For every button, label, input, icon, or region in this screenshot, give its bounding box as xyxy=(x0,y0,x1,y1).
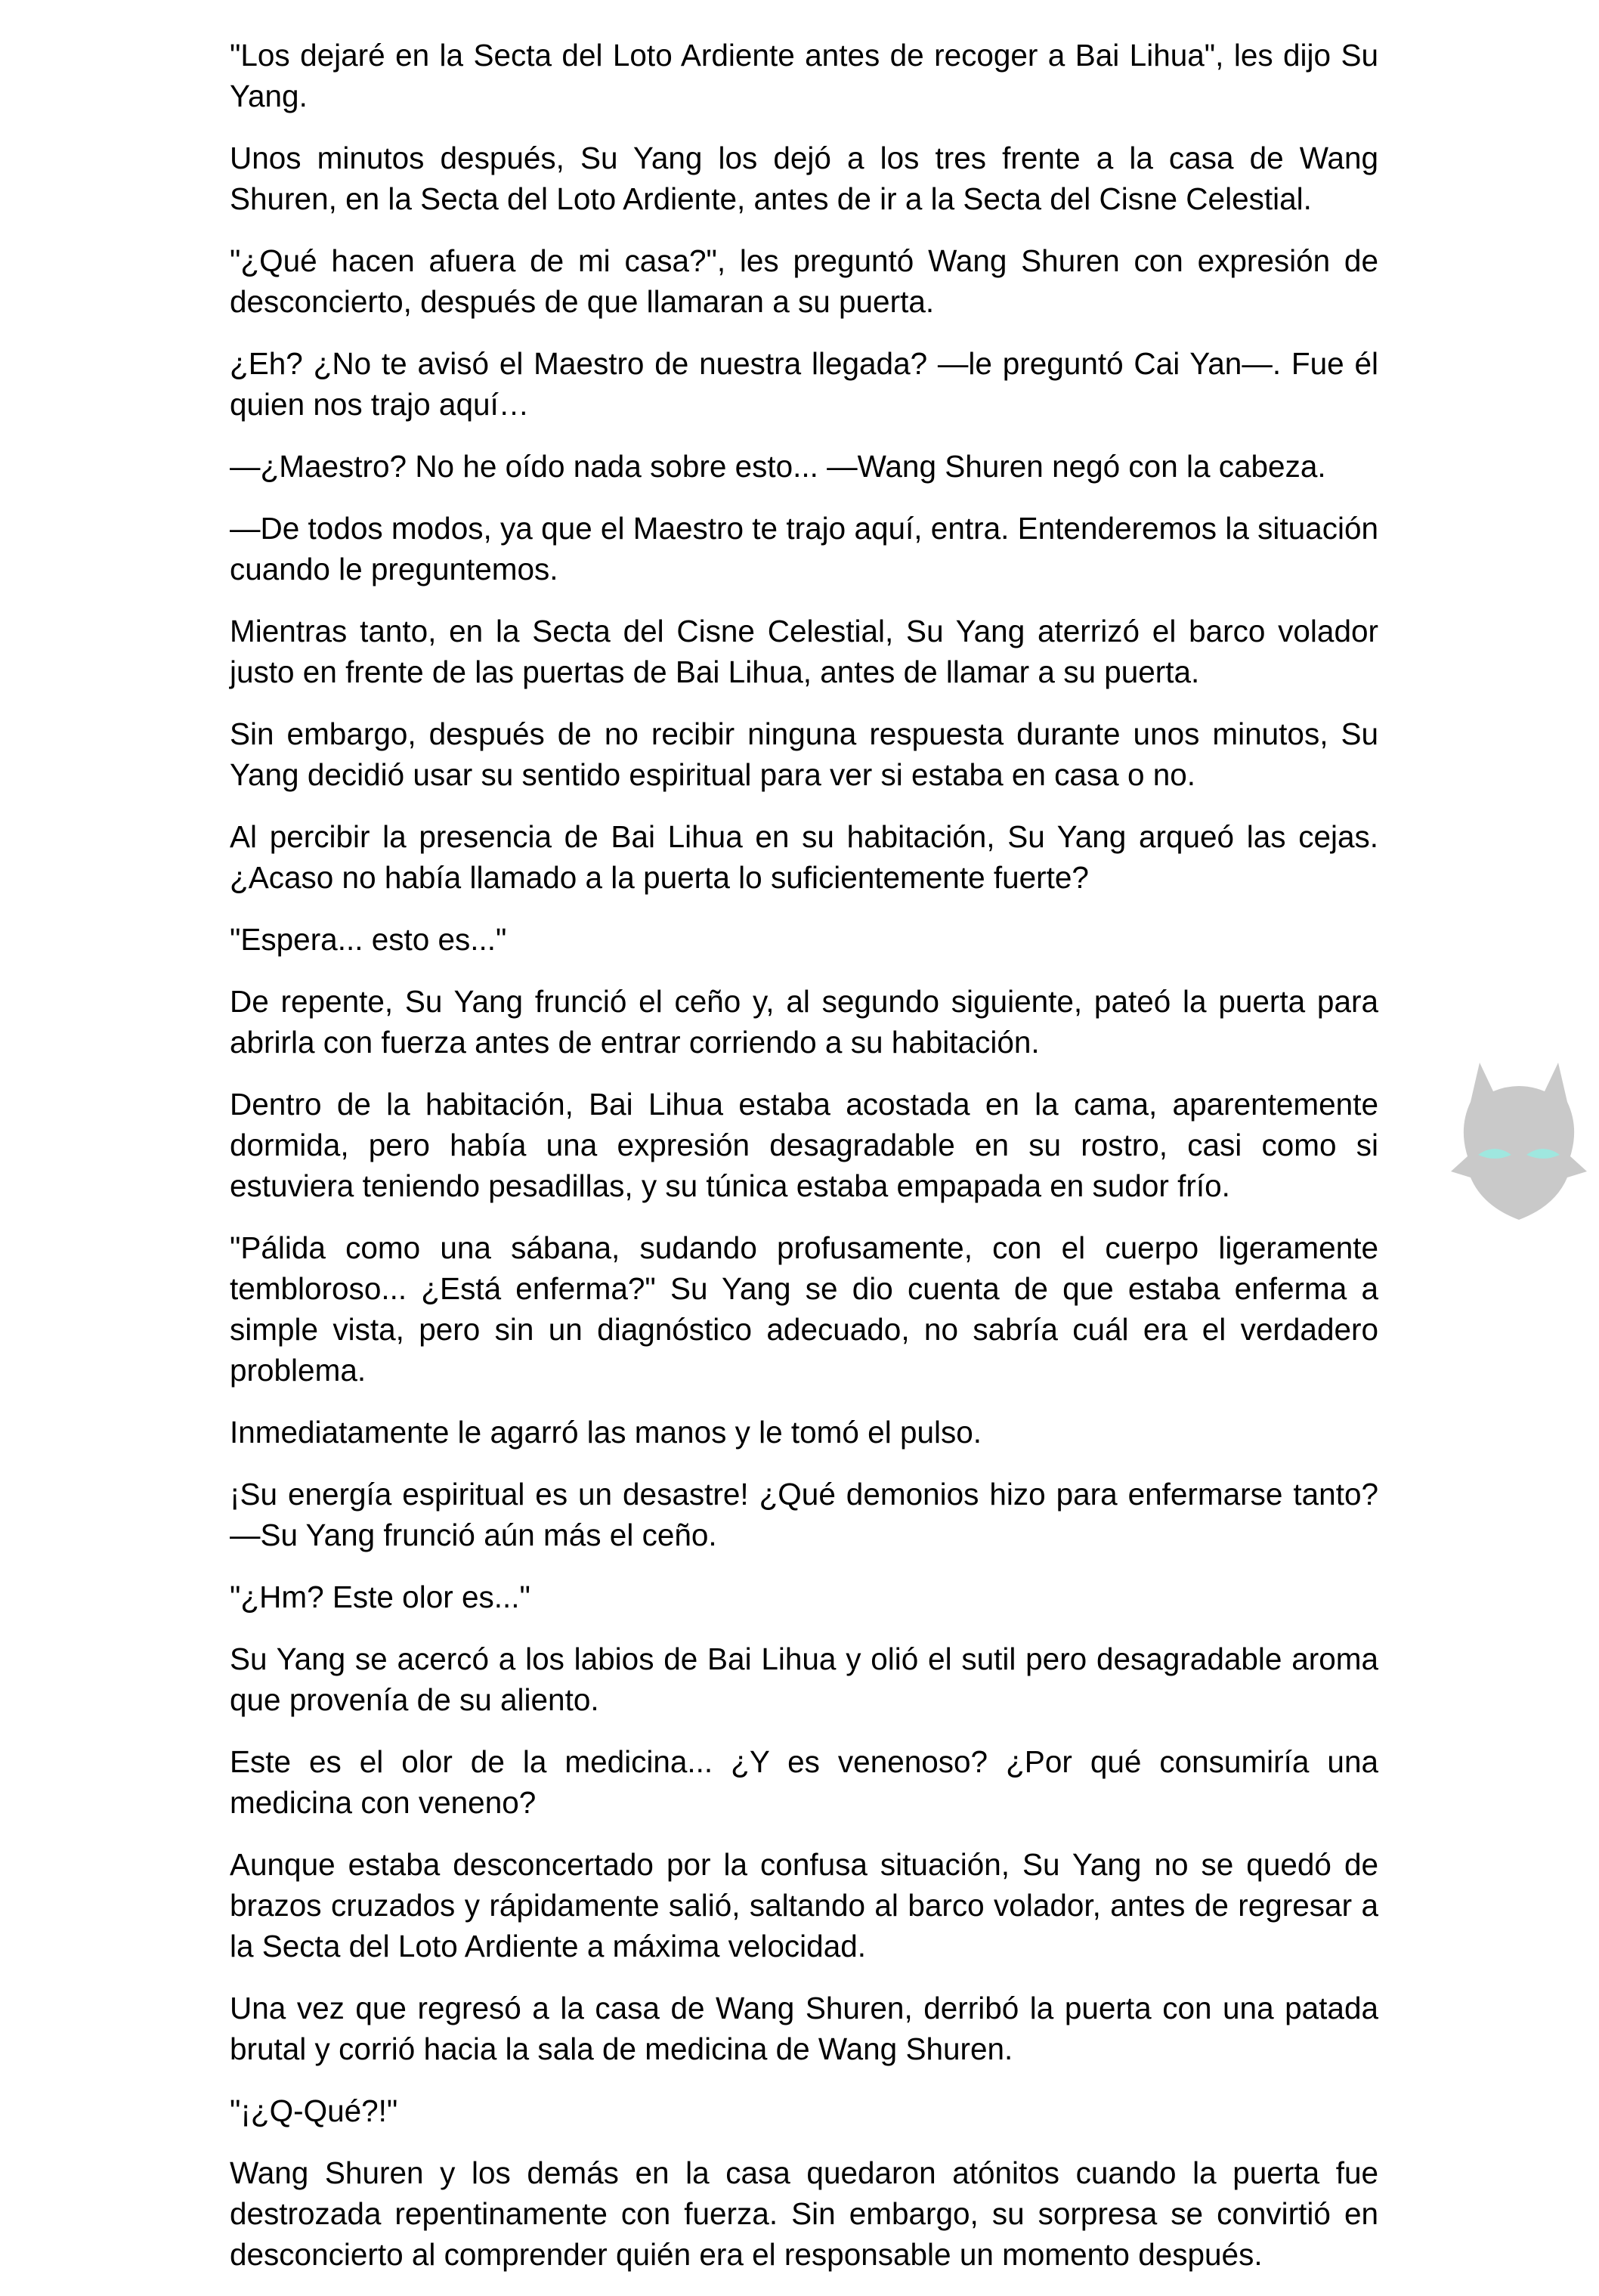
watermark xyxy=(1449,1058,1588,1224)
paragraph-21: "¡¿Q-Qué?!" xyxy=(230,2093,398,2128)
paragraph-18: Este es el olor de la medicina... ¿Y es venenoso? ¿Por qué consumiría una medicina con veneno? xyxy=(230,1744,1378,1820)
paragraph-7: Mientras tanto, en la Secta del Cisne Celestial, Su Yang aterrizó el barco volador justo en frente de las puertas de Bai Lihua, antes de llamar a su puerta. xyxy=(230,614,1378,689)
paragraph-14: Inmediatamente le agarró las manos y le tomó el pulso. xyxy=(230,1415,982,1450)
paragraph-9: Al percibir la presencia de Bai Lihua en su habitación, Su Yang arqueó las cejas. ¿Acaso no había llamado a la puerta lo suficientemente fuerte? xyxy=(230,819,1378,895)
demon-head-icon xyxy=(1449,1058,1588,1224)
paragraph-5: —¿Maestro? No he oído nada sobre esto... —Wang Shuren negó con la cabeza. xyxy=(230,449,1326,484)
demon-head-shape xyxy=(1451,1063,1587,1220)
paragraph-15: ¡Su energía espiritual es un desastre! ¿Qué demonios hizo para enfermarse tanto? —Su Yang frunció aún más el ceño. xyxy=(230,1477,1378,1552)
paragraph-16: "¿Hm? Este olor es..." xyxy=(230,1580,530,1614)
document-body xyxy=(230,35,1378,2296)
paragraph-17: Su Yang se acercó a los labios de Bai Lihua y olió el sutil pero desagradable aroma que provenía de su aliento. xyxy=(230,1642,1378,1717)
paragraph-6: —De todos modos, ya que el Maestro te trajo aquí, entra. Entenderemos la situación cuando le preguntemos. xyxy=(230,511,1378,586)
paragraph-10: "Espera... esto es..." xyxy=(230,922,507,957)
paragraph-8: Sin embargo, después de no recibir ninguna respuesta durante unos minutos, Su Yang decidió usar su sentido espiritual para ver si estaba en casa o no. xyxy=(230,716,1378,792)
paragraph-20: Una vez que regresó a la casa de Wang Shuren, derribó la puerta con una patada brutal y corrió hacia la sala de medicina de Wang Shuren. xyxy=(230,1991,1378,2066)
paragraph-19: Aunque estaba desconcertado por la confusa situación, Su Yang no se quedó de brazos cruzados y rápidamente salió, saltando al barco volador, antes de regresar a la Secta del Loto Ardiente a máxima velocidad. xyxy=(230,1847,1378,1963)
paragraph-11: De repente, Su Yang frunció el ceño y, al segundo siguiente, pateó la puerta para abrirla con fuerza antes de entrar corriendo a su habitación. xyxy=(230,984,1378,1060)
paragraph-13: "Pálida como una sábana, sudando profusamente, con el cuerpo ligeramente tembloroso... ¿Está enferma?" Su Yang se dio cuenta de que estaba enferma a simple vista, pero sin un diagnóstico adecuado, no sabría cuál era el verdadero problema. xyxy=(230,1230,1378,1388)
paragraph-1: "Los dejaré en la Secta del Loto Ardiente antes de recoger a Bai Lihua", les dijo Su Yang. xyxy=(230,38,1378,113)
paragraph-12: Dentro de la habitación, Bai Lihua estaba acostada en la cama, aparentemente dormida, pero había una expresión desagradable en su rostro, casi como si estuviera teniendo pesadillas, y su túnica estaba empapada en sudor frío. xyxy=(230,1087,1378,1203)
paragraph-2: Unos minutos después, Su Yang los dejó a los tres frente a la casa de Wang Shuren, en la Secta del Loto Ardiente, antes de ir a la Secta del Cisne Celestial. xyxy=(230,141,1378,216)
paragraph-4: ¿Eh? ¿No te avisó el Maestro de nuestra llegada? —le preguntó Cai Yan—. Fue él quien nos trajo aquí… xyxy=(230,346,1378,422)
paragraph-3: "¿Qué hacen afuera de mi casa?", les preguntó Wang Shuren con expresión de desconcierto, después de que llamaran a su puerta. xyxy=(230,243,1378,319)
paragraph-22: Wang Shuren y los demás en la casa quedaron atónitos cuando la puerta fue destrozada repentinamente con fuerza. Sin embargo, su sorpresa se convirtió en desconcierto al comprender quién era el responsable un momento después. xyxy=(230,2155,1378,2272)
